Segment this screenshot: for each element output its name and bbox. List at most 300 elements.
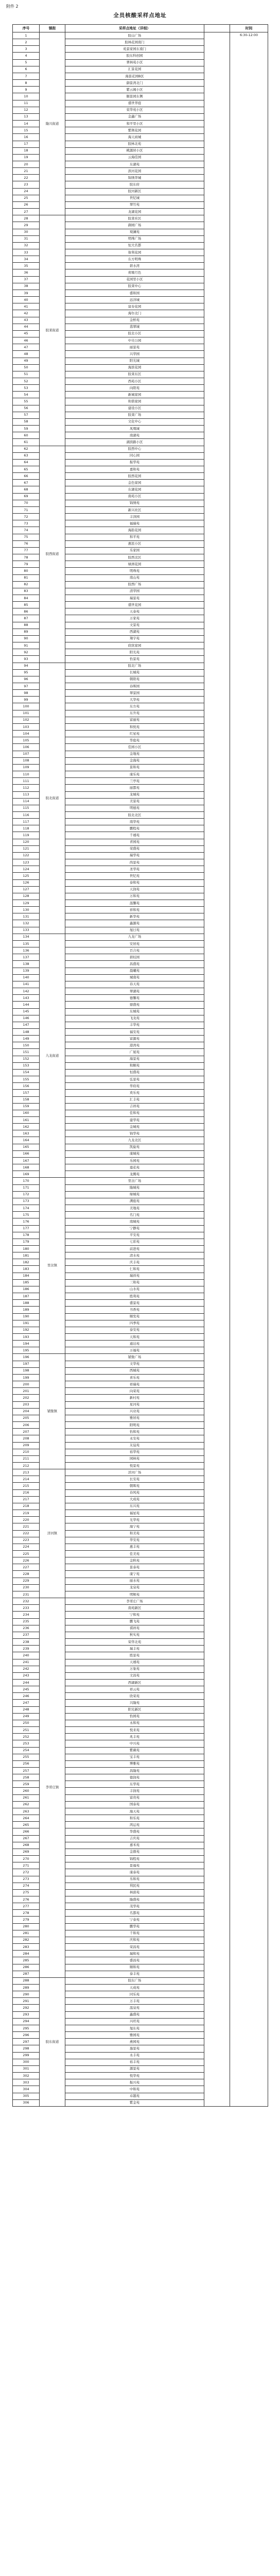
row-number: 121 — [13, 845, 40, 852]
row-number: 72 — [13, 514, 40, 520]
row-number: 228 — [13, 1571, 40, 1578]
row-number: 214 — [13, 1476, 40, 1483]
site-address-cell: 朝阳苑 — [65, 676, 204, 683]
site-address-cell: 建华苑 — [65, 1117, 204, 1124]
row-number: 251 — [13, 1727, 40, 1734]
row-number: 108 — [13, 757, 40, 764]
site-address-cell: 春天苑 — [65, 981, 204, 988]
row-number: 233 — [13, 1605, 40, 1612]
site-address-cell: 阳光城 — [65, 358, 204, 364]
site-address-cell: 西湖新区 — [65, 1679, 204, 1686]
site-address-cell: 翔宇苑 — [65, 635, 204, 642]
site-address-cell: 丽都苑 — [65, 785, 204, 791]
site-address-cell: 海宁苑 — [65, 1523, 204, 1530]
row-number: 207 — [13, 1429, 40, 1435]
row-number: 299 — [13, 2052, 40, 2059]
site-address-cell: 尚景苑 — [65, 859, 204, 866]
site-address-cell: 丽水苑 — [65, 1578, 204, 1584]
row-number: 116 — [13, 811, 40, 818]
site-address-cell: 文景苑 — [65, 622, 204, 629]
row-number: 21 — [13, 168, 40, 175]
site-address-cell: 海韵花园 — [65, 527, 204, 534]
site-address-cell: 天禧苑 — [65, 1659, 204, 1666]
row-number: 221 — [13, 1523, 40, 1530]
site-address-cell: 西城苑 — [65, 1367, 204, 1374]
site-address-cell: 向荣苑 — [65, 1388, 204, 1395]
site-address-cell: 山水苑 — [65, 1286, 204, 1293]
site-address-cell: 洋河广场 — [65, 1469, 204, 1476]
site-address-cell: 胜利苑 — [65, 1293, 204, 1300]
site-address-cell: 晨曦苑 — [65, 968, 204, 974]
row-number: 222 — [13, 1530, 40, 1537]
row-number: 239 — [13, 1646, 40, 1652]
row-number: 53 — [13, 385, 40, 392]
site-address-cell: 西湖苑 — [65, 629, 204, 635]
column-header-time: 时间 — [230, 25, 268, 32]
row-number: 50 — [13, 364, 40, 371]
column-header-site: 采样点地址（详细） — [65, 25, 204, 32]
site-address-cell: 宁静苑 — [65, 1225, 204, 1232]
site-address-cell: 滨河花园 — [65, 168, 204, 175]
row-number: 167 — [13, 1157, 40, 1164]
row-number: 279 — [13, 1917, 40, 1923]
site-address-cell: 海景苑 — [65, 1056, 204, 1062]
row-number: 231 — [13, 1591, 40, 1598]
site-address-cell: 翡翠城 — [65, 324, 204, 330]
row-number: 81 — [13, 574, 40, 581]
site-address-cell: 保利花园 — [65, 249, 204, 256]
row-number: 63 — [13, 452, 40, 459]
row-number: 100 — [13, 703, 40, 710]
row-number: 66 — [13, 473, 40, 480]
site-address-cell: 清水苑 — [65, 1252, 204, 1259]
row-number: 244 — [13, 1679, 40, 1686]
site-address-cell: 利民苑 — [65, 1883, 204, 1889]
site-address-cell: 瑞华苑 — [65, 852, 204, 859]
site-address-cell: 紫云阁小区 — [65, 87, 204, 93]
row-number: 115 — [13, 805, 40, 811]
row-number: 122 — [13, 852, 40, 859]
row-number: 198 — [13, 1367, 40, 1374]
site-address-cell: 泰安苑 — [65, 1327, 204, 1333]
site-address-cell: 园林苑 — [65, 1455, 204, 1462]
row-number: 94 — [13, 663, 40, 669]
row-number: 253 — [13, 1740, 40, 1747]
site-address-cell: 花园里小区 — [65, 276, 204, 283]
site-address-cell: 景和苑 — [65, 764, 204, 771]
row-number: 45 — [13, 330, 40, 337]
row-number: 28 — [13, 215, 40, 222]
row-number: 165 — [13, 1144, 40, 1150]
site-address-cell: 光华苑 — [65, 1517, 204, 1523]
row-number: 288 — [13, 1977, 40, 1984]
site-address-cell: 荷塘月色 — [65, 269, 204, 276]
site-address-cell: 悦景苑 — [65, 1462, 204, 1469]
row-number: 18 — [13, 147, 40, 154]
site-address-cell: 福瑞苑 — [65, 520, 204, 527]
site-address-cell: 温泉苑 — [65, 2005, 204, 2011]
site-address-cell: 胶西中心 — [65, 446, 204, 452]
row-number: 273 — [13, 1876, 40, 1883]
site-address-cell: 瑞景苑 — [65, 595, 204, 601]
row-number: 237 — [13, 1632, 40, 1638]
row-number: 250 — [13, 1720, 40, 1726]
site-address-cell: 泰丰苑 — [65, 1971, 204, 1977]
row-number: 37 — [13, 276, 40, 283]
site-address-cell: 龙腾苑 — [65, 1171, 204, 1178]
row-number: 152 — [13, 1056, 40, 1062]
site-address-cell: 荣盛苑 — [65, 845, 204, 852]
site-address-cell: 昌盛苑 — [65, 961, 204, 968]
row-number: 64 — [13, 459, 40, 466]
row-number: 305 — [13, 2093, 40, 2099]
site-address-cell: 天成苑 — [65, 1985, 204, 1991]
row-number: 4 — [13, 53, 40, 59]
site-address-cell: 明辉苑 — [65, 1591, 204, 1598]
row-number: 140 — [13, 974, 40, 981]
row-number: 205 — [13, 1415, 40, 1421]
row-number: 137 — [13, 954, 40, 961]
site-address-cell: 万象苑 — [65, 1666, 204, 1672]
site-address-cell: 盛昌苑 — [65, 1957, 204, 1964]
site-address-cell: 顺和苑 — [65, 1964, 204, 1971]
site-address-cell: 富贵苑 — [65, 1794, 204, 1801]
site-address-cell: 德馨苑 — [65, 995, 204, 1002]
site-address-cell: 逸景苑 — [65, 2045, 204, 2052]
row-number: 265 — [13, 1822, 40, 1828]
row-number: 1 — [13, 32, 40, 39]
row-number: 157 — [13, 1090, 40, 1096]
site-address-cell: 庆和苑 — [65, 1937, 204, 1943]
site-address-cell: 南华苑 — [65, 819, 204, 825]
street-cell: 洋河镇 — [40, 1469, 65, 1598]
row-number: 127 — [13, 886, 40, 893]
site-address-cell: 长城苑 — [65, 669, 204, 676]
row-number: 238 — [13, 1639, 40, 1646]
row-number: 302 — [13, 2073, 40, 2079]
row-number: 199 — [13, 1374, 40, 1381]
row-number: 84 — [13, 595, 40, 601]
row-number: 56 — [13, 405, 40, 412]
row-number: 27 — [13, 209, 40, 215]
site-address-cell: 祥和苑 — [65, 907, 204, 913]
row-number: 181 — [13, 1252, 40, 1259]
site-address-cell: 荣华北苑 — [65, 1639, 204, 1646]
row-number: 269 — [13, 1849, 40, 1855]
row-number: 219 — [13, 1510, 40, 1517]
row-number: 260 — [13, 1788, 40, 1794]
row-number: 126 — [13, 879, 40, 886]
site-address-cell: 源景苑 — [65, 2065, 204, 2072]
site-address-cell: 文华苑 — [65, 1361, 204, 1367]
row-number: 196 — [13, 1354, 40, 1361]
row-number: 264 — [13, 1815, 40, 1822]
site-address-cell: 宁泰苑 — [65, 1917, 204, 1923]
site-address-cell: 宝丰苑 — [65, 1754, 204, 1760]
street-cell: 胶西街道 — [40, 446, 65, 663]
row-number: 255 — [13, 1754, 40, 1760]
row-number: 139 — [13, 968, 40, 974]
site-address-cell: 丽景苑 — [65, 344, 204, 351]
row-number: 280 — [13, 1923, 40, 1930]
row-number: 186 — [13, 1286, 40, 1293]
row-number: 148 — [13, 1028, 40, 1035]
row-number: 76 — [13, 540, 40, 547]
site-address-cell: 仁和苑 — [65, 1266, 204, 1273]
row-number: 9 — [13, 87, 40, 93]
row-number: 209 — [13, 1442, 40, 1449]
row-number: 163 — [13, 1130, 40, 1137]
row-number: 30 — [13, 229, 40, 235]
row-number: 294 — [13, 2018, 40, 2025]
site-address-cell: 庆丰苑 — [65, 1259, 204, 1266]
site-address-cell: 瑞丰苑 — [65, 1646, 204, 1652]
row-number: 194 — [13, 1341, 40, 1347]
site-address-cell: 和顺苑 — [65, 1062, 204, 1069]
row-number: 109 — [13, 764, 40, 771]
site-address-cell: 三和苑 — [65, 1279, 204, 1286]
site-address-cell: 天和苑 — [65, 1334, 204, 1341]
row-number: 276 — [13, 1896, 40, 1903]
site-address-cell: 海天苑 — [65, 1808, 204, 1815]
row-number: 161 — [13, 1117, 40, 1124]
row-number: 164 — [13, 1137, 40, 1144]
site-address-cell: 朝晖苑 — [65, 1483, 204, 1489]
row-number: 175 — [13, 1212, 40, 1218]
row-number: 245 — [13, 1686, 40, 1693]
site-address-cell: 翠林苑小区 — [65, 59, 204, 66]
site-address-cell: 中和苑 — [65, 2086, 204, 2093]
street-cell: 胶莱街道 — [40, 215, 65, 446]
row-number: 59 — [13, 426, 40, 432]
site-address-cell: 金城苑 — [65, 1124, 204, 1130]
site-address-cell: 吉庆苑 — [65, 1835, 204, 1842]
site-address-cell: 胶莱广场 — [65, 412, 204, 418]
row-number: 174 — [13, 1205, 40, 1212]
row-number: 132 — [13, 920, 40, 927]
site-address-cell: 胶莱东区 — [65, 371, 204, 378]
site-address-cell: 苑景家园东南门 — [65, 46, 204, 53]
row-number: 143 — [13, 995, 40, 1002]
row-number: 229 — [13, 1578, 40, 1584]
row-number: 281 — [13, 1930, 40, 1937]
row-number: 185 — [13, 1279, 40, 1286]
row-number: 208 — [13, 1435, 40, 1442]
row-number: 192 — [13, 1327, 40, 1333]
row-number: 95 — [13, 669, 40, 676]
row-number: 304 — [13, 2086, 40, 2093]
row-number: 235 — [13, 1618, 40, 1625]
row-number: 74 — [13, 527, 40, 534]
row-number: 268 — [13, 1842, 40, 1849]
site-address-cell: 振华苑 — [65, 459, 204, 466]
site-address-cell: 中兴苑 — [65, 1740, 204, 1747]
site-address-cell: 同乐苑 — [65, 1991, 204, 1998]
site-address-cell: 胜景苑 — [65, 1652, 204, 1659]
site-address-cell: 金色家园 — [65, 480, 204, 486]
row-number: 258 — [13, 1774, 40, 1781]
site-address-cell: 佳和苑 — [65, 1110, 204, 1116]
row-number: 191 — [13, 1320, 40, 1327]
site-address-cell: 鸿运苑 — [65, 1822, 204, 1828]
site-address-cell: 南湖苑 — [65, 432, 204, 439]
site-address-cell: 千禧苑 — [65, 832, 204, 839]
site-address-cell: 锦华苑 — [65, 1130, 204, 1137]
site-address-cell: 盛世花园 — [65, 602, 204, 608]
site-address-cell: 金鼎苑 — [65, 1849, 204, 1855]
site-address-cell: 胶东广场 — [65, 1977, 204, 1984]
row-number: 41 — [13, 303, 40, 310]
site-address-cell: 卓越苑 — [65, 2093, 204, 2099]
site-address-cell: 鹏华苑 — [65, 1923, 204, 1930]
row-number: 117 — [13, 819, 40, 825]
row-number: 105 — [13, 737, 40, 744]
site-address-cell: 富源苑 — [65, 1036, 204, 1042]
site-address-cell: 广厦苑 — [65, 1049, 204, 1056]
site-address-cell: 喜乐苑 — [65, 1374, 204, 1381]
site-address-cell: 鹏飞苑 — [65, 1618, 204, 1625]
site-address-cell: 九龙北区 — [65, 1137, 204, 1144]
row-number: 75 — [13, 534, 40, 540]
site-address-cell: 世纪城 — [65, 195, 204, 201]
site-address-cell: 龙城苑 — [65, 791, 204, 798]
site-address-cell: 颐景园东侧 — [65, 93, 204, 100]
row-number: 136 — [13, 947, 40, 954]
row-number: 271 — [13, 1862, 40, 1869]
row-number: 176 — [13, 1218, 40, 1225]
site-address-cell: 紫薇苑 — [65, 1747, 204, 1754]
site-address-cell: 兴华园 — [65, 351, 204, 358]
site-address-cell: 吉祥苑 — [65, 1103, 204, 1110]
site-address-cell: 荣昌苑 — [65, 1944, 204, 1951]
row-number: 44 — [13, 324, 40, 330]
site-address-cell: 胶东科创园 — [65, 53, 204, 59]
row-number: 144 — [13, 1002, 40, 1008]
row-number: 257 — [13, 1768, 40, 1774]
site-address-cell: 欢乐苑 — [65, 1090, 204, 1096]
row-number: 99 — [13, 697, 40, 703]
site-address-cell: 金桥苑 — [65, 317, 204, 324]
row-number: 65 — [13, 466, 40, 473]
site-address-cell: 惠丰苑 — [65, 1544, 204, 1550]
site-address-cell: 南山苑 — [65, 574, 204, 581]
site-address-cell: 大华苑 — [65, 697, 204, 703]
site-address-cell: 隆盛苑 — [65, 1896, 204, 1903]
row-number: 39 — [13, 290, 40, 296]
site-address-cell: 红星苑 — [65, 731, 204, 737]
row-number: 61 — [13, 439, 40, 446]
row-number: 48 — [13, 351, 40, 358]
site-address-cell: 紫荆花园 — [65, 127, 204, 134]
row-number: 91 — [13, 642, 40, 649]
site-address-cell: 云海佳园 — [65, 154, 204, 161]
site-address-cell: 东兴苑 — [65, 1503, 204, 1510]
row-number: 204 — [13, 1408, 40, 1415]
row-number: 124 — [13, 866, 40, 873]
row-number: 241 — [13, 1659, 40, 1666]
site-address-cell: 盛景苑 — [65, 1300, 204, 1307]
row-number: 19 — [13, 154, 40, 161]
row-number: 69 — [13, 493, 40, 500]
site-address-cell: 书香苑 — [65, 1307, 204, 1313]
row-number: 226 — [13, 1557, 40, 1564]
row-number: 210 — [13, 1449, 40, 1455]
row-number: 118 — [13, 825, 40, 832]
row-number: 166 — [13, 1150, 40, 1157]
site-address-cell: 海尔北门 — [65, 310, 204, 317]
row-number: 78 — [13, 554, 40, 561]
row-number: 203 — [13, 1401, 40, 1408]
row-number: 54 — [13, 392, 40, 398]
site-address-cell: 怡园苑 — [65, 1713, 204, 1720]
site-address-cell: 胶莱社区 — [65, 215, 204, 222]
row-number: 38 — [13, 283, 40, 290]
site-address-cell: 鼎盛苑 — [65, 1002, 204, 1008]
site-address-cell: 长安苑 — [65, 1476, 204, 1483]
site-address-cell: 新兴社区 — [65, 506, 204, 513]
row-number: 168 — [13, 1164, 40, 1171]
site-address-cell: 欣欣家园 — [65, 642, 204, 649]
row-number: 135 — [13, 940, 40, 947]
row-number: 96 — [13, 676, 40, 683]
site-address-cell: 温馨苑 — [65, 900, 204, 907]
site-address-cell: 绿洲花园 — [65, 561, 204, 568]
site-address-cell: 福安苑 — [65, 1028, 204, 1035]
row-number: 62 — [13, 446, 40, 452]
site-address-cell: 燕园苑 — [65, 2039, 204, 2045]
site-address-cell: 星河苑 — [65, 1401, 204, 1408]
row-number: 187 — [13, 1293, 40, 1300]
row-number: 128 — [13, 893, 40, 900]
row-number: 8 — [13, 80, 40, 87]
site-address-cell: 铺集广场 — [65, 1354, 204, 1361]
site-address-cell: 东城苑 — [65, 1008, 204, 1015]
site-address-cell: 怡景苑 — [65, 656, 204, 663]
site-address-cell: 阳光新区 — [65, 1706, 204, 1713]
site-address-cell: 兆丰苑 — [65, 1734, 204, 1740]
site-address-cell: 弘景苑 — [65, 1076, 204, 1083]
row-number: 183 — [13, 1266, 40, 1273]
row-number: 47 — [13, 344, 40, 351]
site-address-cell: 兴旺苑 — [65, 2018, 204, 2025]
site-address-cell: 和悦苑 — [65, 723, 204, 730]
site-address-cell: 安居苑 — [65, 940, 204, 947]
row-number: 79 — [13, 561, 40, 568]
row-number: 301 — [13, 2065, 40, 2072]
row-number: 20 — [13, 161, 40, 167]
row-number: 36 — [13, 269, 40, 276]
site-address-cell: 南城苑 — [65, 1218, 204, 1225]
site-address-cell: 李哥庄广场 — [65, 1598, 204, 1605]
row-number: 211 — [13, 1455, 40, 1462]
site-address-cell: 兴隆苑 — [65, 1700, 204, 1706]
row-number: 182 — [13, 1259, 40, 1266]
row-number: 13 — [13, 113, 40, 120]
site-address-cell: 汇景花园 — [65, 66, 204, 73]
row-number: 25 — [13, 195, 40, 201]
site-address-cell: 乐园苑 — [65, 1157, 204, 1164]
site-address-cell: 胶河新区 — [65, 188, 204, 195]
site-address-cell: 富丽苑 — [65, 717, 204, 723]
row-number: 147 — [13, 1022, 40, 1028]
site-address-cell: 鹏程苑 — [65, 825, 204, 832]
row-number: 31 — [13, 235, 40, 242]
row-number: 227 — [13, 1564, 40, 1571]
site-address-cell: 嘉禾苑 — [65, 1842, 204, 1849]
row-number: 129 — [13, 900, 40, 907]
row-number: 285 — [13, 1957, 40, 1964]
street-cell: 铺集镇 — [40, 1354, 65, 1469]
